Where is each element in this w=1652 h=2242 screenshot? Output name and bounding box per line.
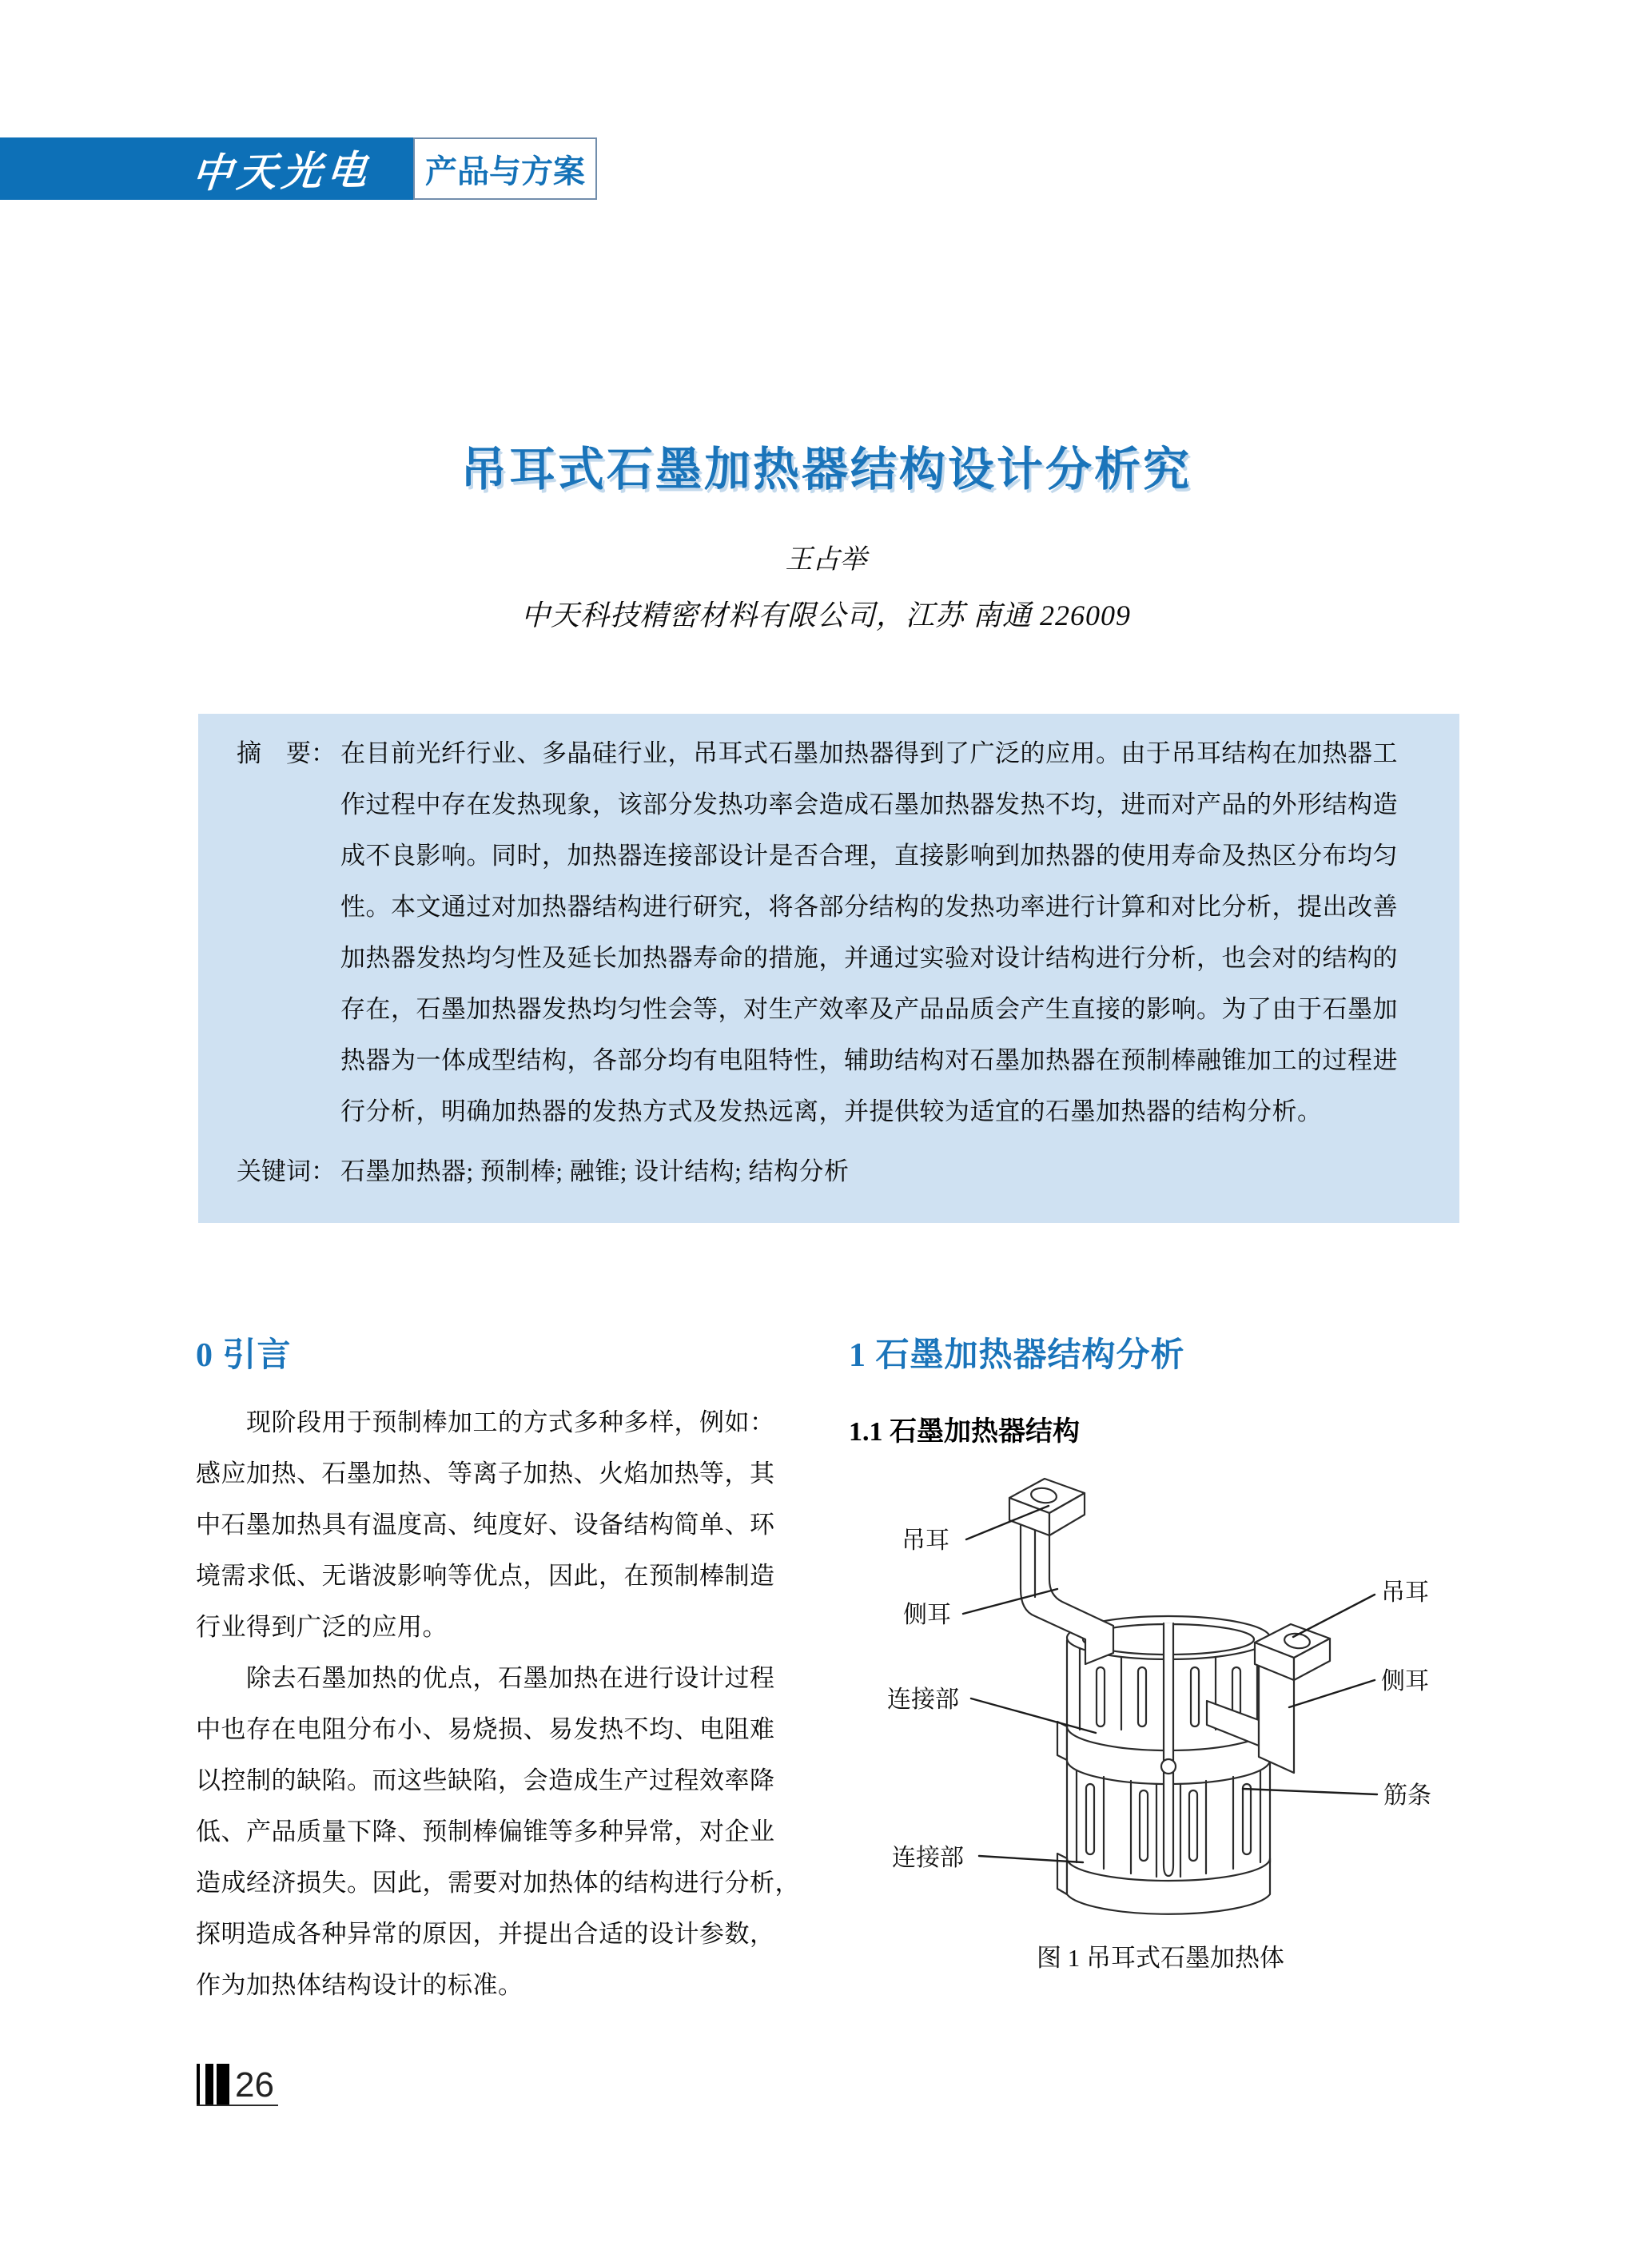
analysis-subheading: 1.1 石墨加热器结构	[849, 1417, 1080, 1447]
abstract-body	[340, 728, 1431, 1137]
figure-label-connector-upper: 连接部	[887, 1686, 959, 1713]
article-title: 吊耳式石墨加热器结构设计分析究	[460, 444, 1192, 496]
text-line: 作过程中存在发热现象，该部分发热功率会造成石墨加热器发热不均，进而对产品的外形结构造	[340, 790, 1398, 818]
text-line: 热器为一体成型结构，各部分均有电阻特性，辅助结构对石墨加热器在预制棒融锥加工的过程进	[340, 1046, 1398, 1074]
figure-label-lug-right: 吊耳	[1381, 1579, 1429, 1606]
figure-label-connector-lower: 连接部	[892, 1845, 964, 1871]
page-number: 26	[235, 2065, 274, 2105]
brand-logo: 中天光电	[189, 146, 374, 197]
footer-bar-thin	[197, 2064, 200, 2105]
figure-caption: 图 1 吊耳式石墨加热体	[1037, 1944, 1284, 1972]
text-line: 加热器发热均匀性及延长加热器寿命的措施，并通过实验对设计结构进行分析，也会对的结构的	[340, 944, 1398, 972]
figure-label-side-ear-right: 侧耳	[1381, 1668, 1429, 1694]
figure-label-rib: 筋条	[1383, 1782, 1431, 1809]
text-line: 探明造成各种异常的原因，并提出合适的设计参数，	[196, 1920, 775, 1948]
text-line: 造成经济损失。因此，需要对加热体的结构进行分析，	[196, 1869, 800, 1897]
text-line: 性。本文通过对加热器结构进行研究，将各部分结构的发热功率进行计算和对比分析，提出改善	[340, 893, 1398, 921]
text-line: 作为加热体结构设计的标准。	[196, 1971, 523, 1999]
intro-body	[196, 1397, 811, 2011]
section-tag-label: 产品与方案	[425, 153, 585, 189]
abstract-box	[198, 714, 1459, 1223]
keywords-text: 石墨加热器; 预制棒; 融锥; 设计结构; 结构分析	[340, 1157, 850, 1185]
text-line: 行业得到广泛的应用。	[196, 1613, 448, 1641]
author-name: 王占举	[785, 545, 867, 575]
footer-bar-thick	[217, 2064, 229, 2105]
text-line: 以控制的缺陷。而这些缺陷，会造成生产过程效率降	[196, 1766, 775, 1794]
footer-bars-icon	[197, 2064, 229, 2105]
header-bar	[0, 137, 413, 200]
keywords-row	[237, 1146, 1431, 1197]
text-line: 境需求低、无谐波影响等优点，因此，在预制棒制造	[196, 1562, 775, 1590]
text-line: 中石墨加热具有温度高、纯度好、设备结构简单、环	[196, 1511, 775, 1539]
figure-1	[843, 1463, 1475, 1926]
abstract-row	[237, 728, 1431, 1137]
text-line: 现阶段用于预制棒加工的方式多种多样，例如：	[196, 1408, 775, 1436]
text-line: 低、产品质量下降、预制棒偏锥等多种异常，对企业	[196, 1818, 775, 1846]
text-line: 感应加热、石墨加热、等离子加热、火焰加热等，其	[196, 1459, 775, 1487]
analysis-heading: 1 石墨加热器结构分析	[849, 1337, 1185, 1374]
center-seam	[1164, 1623, 1173, 1876]
figure-label-side-ear-left: 侧耳	[903, 1602, 951, 1628]
intro-heading: 0 引言	[196, 1337, 292, 1374]
heater-drawing	[843, 1463, 1475, 1926]
keywords-label: 关键词：	[237, 1157, 336, 1185]
author-affiliation: 中天科技精密材料有限公司，江苏 南通 226009	[520, 599, 1131, 631]
footer-rule	[197, 2105, 278, 2106]
text-line: 除去石墨加热的优点，石墨加热在进行设计过程	[196, 1664, 775, 1692]
text-line: 成不良影响。同时，加热器连接部设计是否合理，直接影响到加热器的使用寿命及热区分布均匀	[340, 842, 1398, 870]
figure-label-lug-left: 吊耳	[902, 1527, 949, 1554]
text-line: 中也存在电阻分布小、易烧损、易发热不均、电阻难	[196, 1715, 775, 1743]
text-line: 行分析，明确加热器的发热方式及发热远离，并提供较为适宜的石墨加热器的结构分析。	[340, 1097, 1323, 1125]
abstract-label: 摘 要：	[237, 739, 336, 767]
connector-band-bottom	[1057, 1854, 1067, 1894]
section-tag-box	[413, 137, 597, 200]
text-line: 存在，石墨加热器发热均匀性会等，对生产效率及产品品质会产生直接的影响。为了由于石墨加	[340, 995, 1398, 1023]
text-line: 在目前光纤行业、多晶硅行业，吊耳式石墨加热器得到了广泛的应用。由于吊耳结构在加热器工	[340, 739, 1398, 767]
connector-band-middle	[1057, 1722, 1067, 1760]
footer-bar-medium	[205, 2064, 213, 2105]
